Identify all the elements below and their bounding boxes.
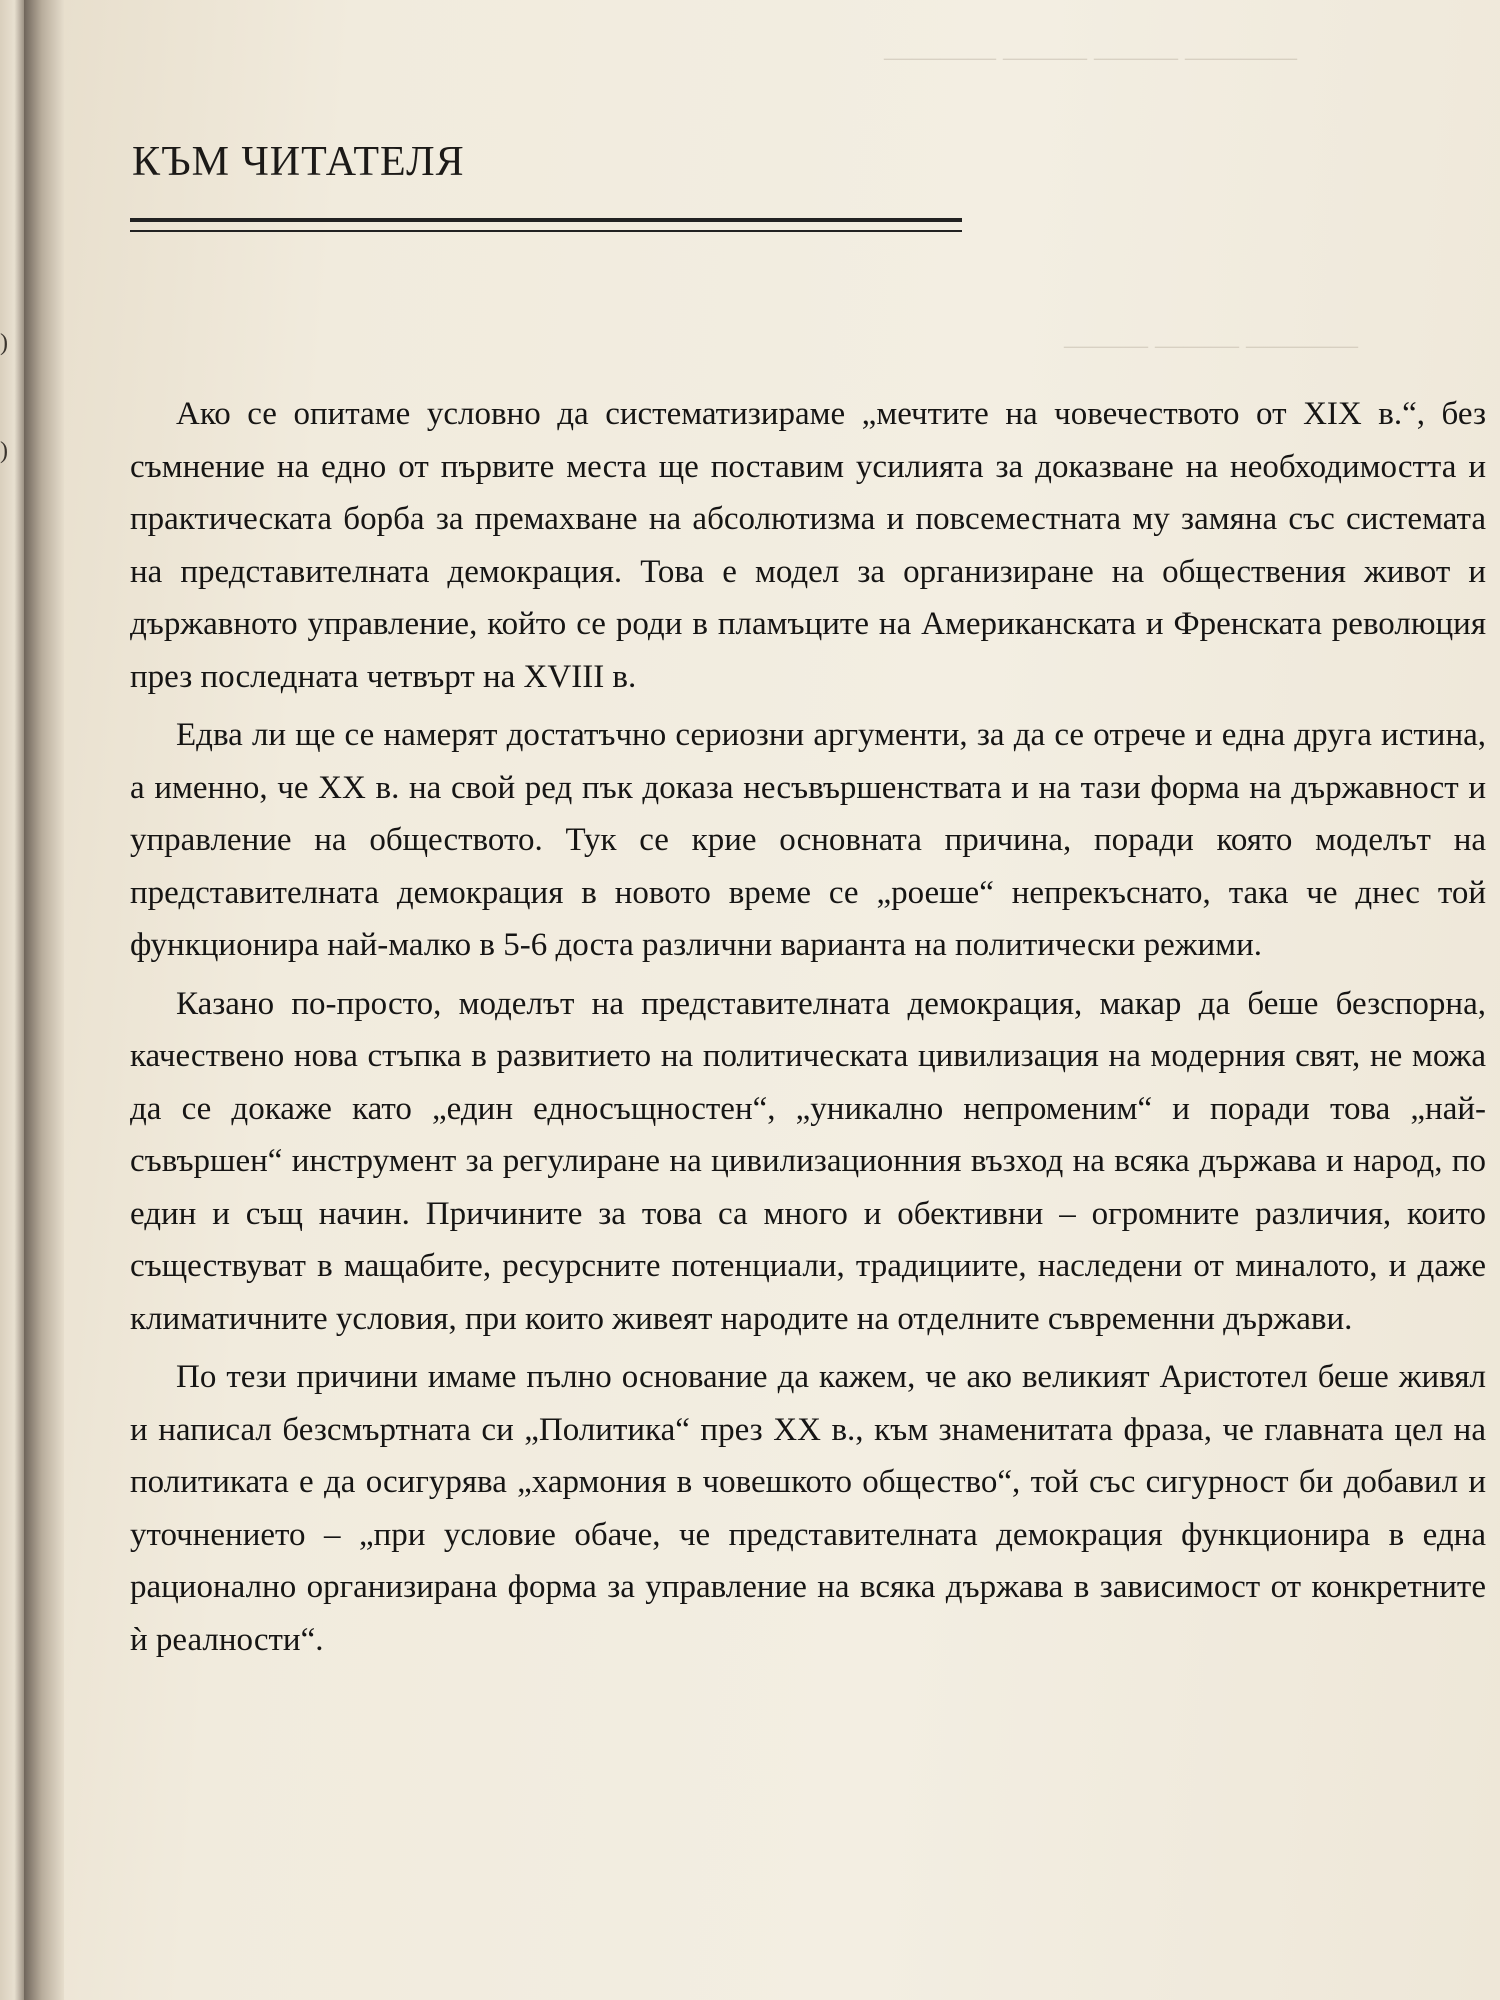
title-rule-thin	[130, 230, 962, 232]
bleed-through-text: ———— ——— ———	[1064, 330, 1358, 361]
facing-page-mark: )	[0, 438, 8, 464]
paragraph-3: Казано по-просто, моделът на представителната демокрация, макар да беше безспорна, качествено нова стъпка в развитието на политическата цивилизация на модерния свят, не можа да се докаже като „един едносъщностен“, „уникално непроменим“ и поради това „най-съвършен“ инструмент за регулиране на цивилизационния възход на всяка държава и народ, по един и същ начин. Причините за това са много и обективни – огромните различия, които съществуват в мащабите, ресурсните потенциали, традициите, наследени от миналото, и даже климатичните условия, при които живеят народите на отделните съвременни държави.	[130, 985, 1486, 1337]
paragraph-1: Ако се опитаме условно да систематизираме „мечтите на човечеството от XIX в.“, без съмнение на едно от първите места ще поставим усилията за доказване на необходимостта и практическата борба за премахване на абсолютизма и повсеместната му замяна със системата на представителната демокрация. Това е модел за организиране на обществения живот и държавното управление, който се роди в пламъците на Американската и Френската революция през последната четвърт на XVIII в.	[130, 396, 1486, 695]
page-title: КЪМ ЧИТАТЕЛЯ	[132, 139, 465, 185]
book-page	[64, 0, 1500, 2000]
body-text	[130, 388, 1486, 1672]
paragraph-2: Едва ли ще се намерят достатъчно сериозни аргументи, за да се отрече и една друга истина, а именно, че XX в. на свой ред пък доказа несъвършенствата и на тази форма на държавност и управление на обществото. Тук се крие основната причина, поради която моделът на представителната демокрация в новото време се „роеше“ непрекъснато, така че днес той функционира най-малко в 5-6 доста различни варианта на политически режими.	[130, 717, 1486, 963]
paragraph-4: По тези причини имаме пълно основание да кажем, че ако великият Аристотел беше живял и написал безсмъртната си „Политика“ през XX в., към знаменитата фраза, че главната цел на политиката е да осигурява „хармония в човешкото общество“, той със сигурност би добавил и уточнението – „при условие обаче, че представителната демокрация функционира в една рационално организирана форма за управление на всяка държава в зависимост от конкретните ѝ реалности“.	[130, 1359, 1486, 1658]
facing-page-edge	[0, 0, 24, 2000]
book-gutter	[24, 0, 64, 2000]
facing-page-mark: )	[0, 330, 8, 356]
title-rule-thick	[130, 218, 962, 222]
bleed-through-text: ———— ——— ——— ————	[884, 42, 1297, 73]
